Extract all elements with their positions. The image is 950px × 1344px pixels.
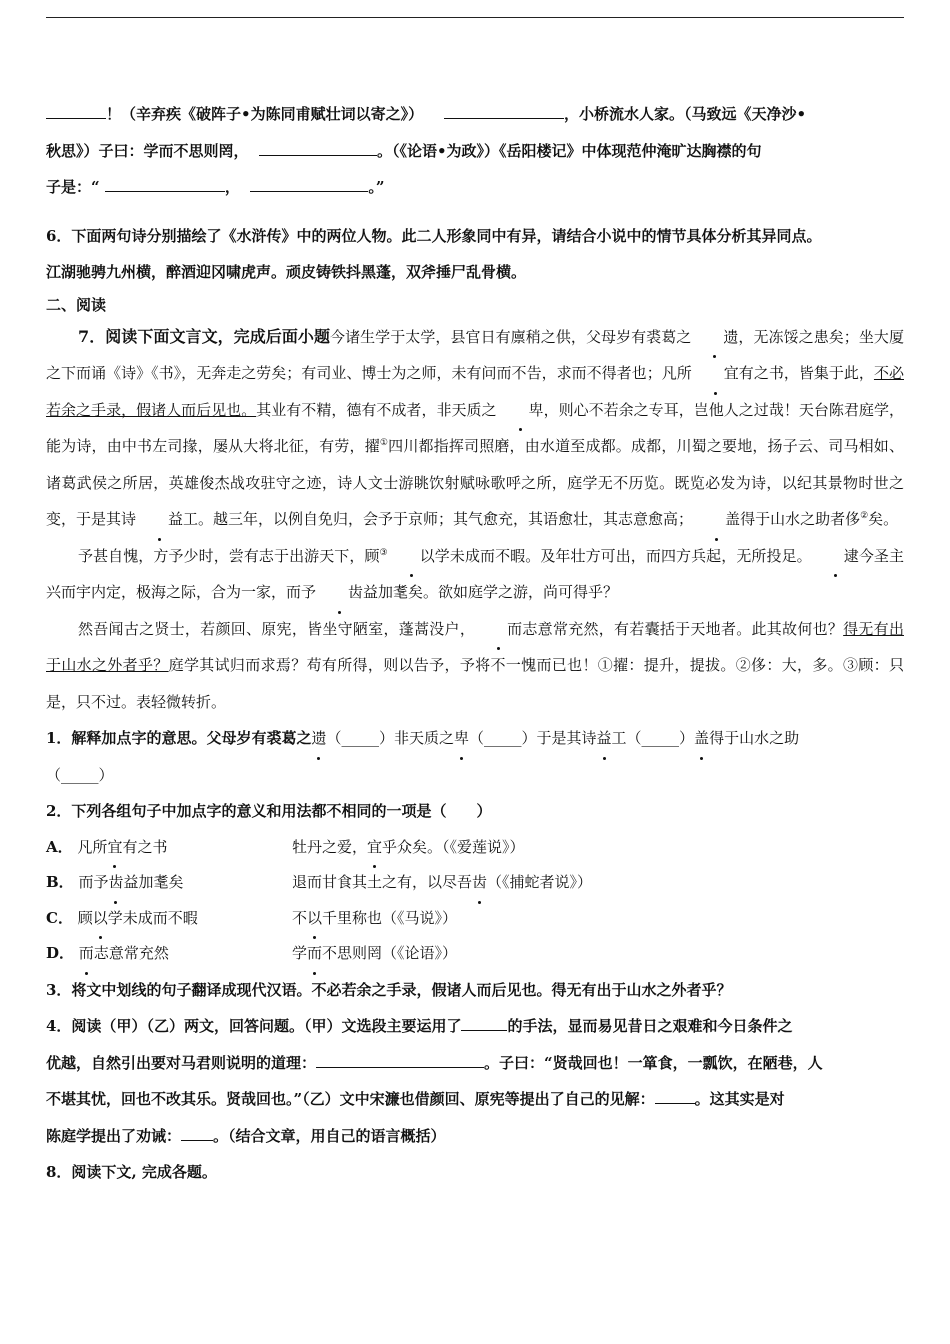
option-c[interactable]: C． 顾以学未成而不暇 不以千里称也（《马说》） (46, 901, 904, 937)
section-heading: 二、阅读 (46, 295, 107, 314)
document-body (46, 96, 904, 1191)
sub-question-4: 4．阅读（甲）（乙）两文，回答问题。（甲）文选段主要运用了 的手法，显而易见昔日之艰难和今日条件之 优越，自然引出要对马君则说明的道理： 。子曰：“贤哉回也！一箪食，一瓢饮，在陋巷，人 不堪其忧，回也不改其乐。贤哉回也。”（乙）文中宋濂也借颜回、原宪等提出了自己的见解： 。这其实是对 陈庭学提出了劝诫： 。（结合文章，用自己的语言概括） (46, 1017, 823, 1145)
question-6: 6．下面两句诗分别描绘了《水浒传》中的两位人物。此二人形象同中有异，请结合小说中的情节具体分析其异同点。 (46, 226, 822, 245)
answer-blank[interactable] (259, 140, 377, 156)
underlined-sentence: 得无有出于山水之外者乎？ (46, 619, 904, 674)
answer-blank[interactable] (444, 103, 564, 119)
sub-question-3: 3．将文中划线的句子翻译成现代汉语。不必若余之手录，假诸人而后见也。得无有出于山水之外者乎？ (46, 980, 732, 999)
passage-paragraph-2: 予甚自愧，方予少时，尝有志于出游天下，顾③ 以学未成而不暇。及年壮方可出，而四方兵起，无所投足。 逮今圣主兴而宇内定，极海之际，合为一家，而予 齿益加耄矣。欲如庭学之游，尚可得乎？ (46, 538, 904, 611)
answer-blank[interactable] (250, 176, 368, 192)
question-8: 8．阅读下文, 完成各题。 (46, 1163, 217, 1181)
fill-in-line-2: 秋思》）子曰：学而不思则罔， 。（《论语•为政》）《岳阳楼记》中体现范仲淹旷达胸襟的句 (46, 141, 762, 160)
answer-blank[interactable] (461, 1015, 507, 1031)
fill-in-line-3: 子是：“ ， 。” (46, 178, 385, 196)
passage-paragraph-1: 7．阅读下面文言文，完成后面小题今诸生学于太学，县官日有廪稍之供，父母岁有裘葛之 遗，无冻馁之患矣；坐大厦之下而诵《诗》《书》，无奔走之劳矣；有司业、博士为之师，未有问而不告，求而不得者也；凡所 宜有之书，皆集于此，不必若余之手录，假诸人而后见也。其业有不精，德有不成者，非天质之 卑，则心不若余之专耳，岂他人之过哉！天台陈君庭学，能为诗，由中书左司掾，屡从大将北征，有劳，擢①四川都指挥司照磨，由水道至成都。成都，川蜀之要地，扬子云、司马相如、诸葛武侯之所居，英雄俊杰战攻驻守之迹，诗人文士游眺饮射赋咏歌呼之所，庭学无不历览。既览必发为诗，以纪其景物时世之变，于是其诗 益工。越三年，以例自免归，会予于京师；其气愈充，其语愈壮，其志意愈高； 盖得于山水之助者侈②矣。 (46, 319, 904, 538)
header-rule (46, 17, 904, 18)
answer-blank[interactable] (655, 1088, 695, 1104)
spacer (46, 206, 904, 218)
option-a[interactable]: A． 凡所宜有之书 牡丹之爱，宜乎众矣。（《爱莲说》） (46, 830, 904, 866)
underlined-sentence: 不必若余之手录，假诸人而后见也。 (46, 364, 904, 419)
answer-blank[interactable] (105, 176, 225, 192)
answer-blank[interactable] (316, 1052, 484, 1068)
sub-question-2: 2．下列各组句子中加点字的意义和用法都不相同的一项是（ ） (46, 802, 492, 820)
option-b[interactable]: B． 而予齿益加耄矣 退而甘食其土之有，以尽吾齿（《捕蛇者说》） (46, 865, 904, 901)
question-6-poem: 江湖驰骋九州横，醉酒迎冈啸虎声。顽皮铸铁抖黑蓬，双斧捶尸乱骨横。 (46, 263, 527, 281)
answer-blank[interactable] (181, 1125, 213, 1141)
passage-paragraph-3: 然吾闻古之贤士，若颜回、原宪，皆坐守陋室，蓬蒿没户， 而志意常充然，有若囊括于天地者。此其故何也？得无有出于山水之外者乎？庭学其试归而求焉？苟有所得，则以告予，予将不一愧而已也！①擢：提升，提拔。②侈：大，多。③顾：只是，只不过。表轻微转折。 (46, 611, 904, 721)
option-d[interactable]: D． 而志意常充然 学而不思则罔（《论语》） (46, 936, 904, 972)
fill-in-line-1: ！（辛弃疾《破阵子•为陈同甫赋壮词以寄之》） ，小桥流水人家。（马致远《天净沙• (46, 96, 904, 133)
answer-blank[interactable] (46, 103, 106, 119)
sub-question-1: 1．解释加点字的意思。父母岁有裘葛之遗（_____）非天质之卑（_____）于是其诗益工（_____）盖得于山水之助 （_____） (46, 720, 904, 793)
